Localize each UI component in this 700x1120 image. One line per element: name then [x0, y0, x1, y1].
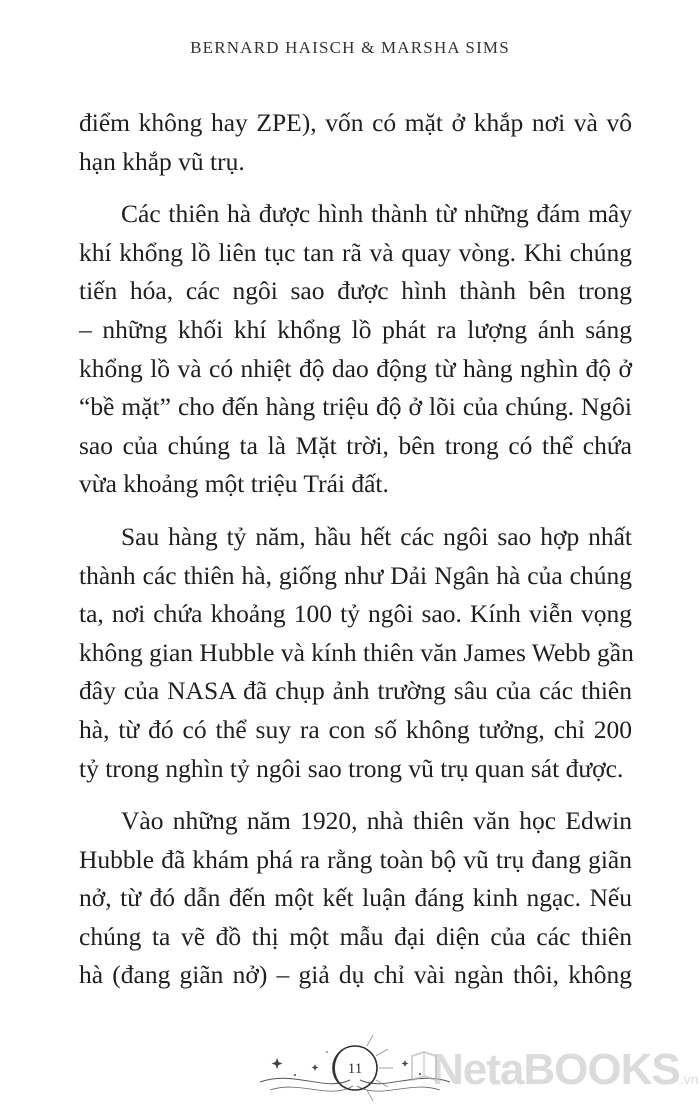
text-line: thành các thiên hà, giống như Dải Ngân hà của chúng	[79, 560, 632, 590]
paragraph	[79, 802, 632, 995]
body-text	[79, 104, 632, 995]
text-line: nở, từ đó dẫn đến một kết luận đáng kinh ngạc. Nếu	[79, 883, 632, 913]
paragraph	[79, 518, 632, 788]
text-line: hạn khắp vũ trụ.	[79, 146, 245, 176]
text-line: chúng ta vẽ đồ thị một mẫu đại diện của các thiên	[79, 921, 632, 951]
text-line: Vào những năm 1920, nhà thiên văn học Edwin	[121, 806, 632, 836]
text-line: không gian Hubble và kính thiên văn James Webb gần	[79, 637, 634, 667]
watermark-text: NetaBOOKS	[432, 1045, 680, 1094]
page-number: 11	[347, 1061, 363, 1077]
text-line: Hubble đã khám phá ra rằng toàn bộ vũ trụ đang giãn	[79, 844, 632, 874]
text-line: tiến hóa, các ngôi sao được hình thành bên trong	[79, 276, 632, 306]
text-line: đây của NASA đã chụp ảnh trường sâu của các thiên	[79, 676, 632, 706]
text-line: khí khổng lồ liên tục tan rã và quay vòng. Khi chúng	[79, 237, 632, 267]
text-line: sao của chúng ta là Mặt trời, bên trong có thể chứa	[79, 430, 632, 460]
text-line: Các thiên hà được hình thành từ những đám mây	[121, 199, 632, 229]
paragraph	[79, 195, 632, 504]
text-line: – những khối khí khổng lồ phát ra lượng ánh sáng	[79, 314, 632, 344]
text-line: hà (đang giãn nở) – giả dụ chỉ vài ngàn thôi, không	[79, 960, 632, 990]
text-line: khổng lồ và có nhiệt độ dao động từ hàng nghìn độ ở	[79, 353, 632, 383]
text-line: vừa khoảng một triệu Trái đất.	[79, 469, 389, 499]
text-line: Sau hàng tỷ năm, hầu hết các ngôi sao hợp nhất	[121, 521, 632, 551]
watermark	[432, 1045, 698, 1095]
text-line: tỷ trong nghìn tỷ ngôi sao trong vũ trụ quan sát được.	[79, 753, 624, 783]
watermark-suffix: .vn	[679, 1071, 699, 1087]
text-line: điểm không hay ZPE), vốn có mặt ở khắp nơi và vô	[79, 108, 632, 137]
paragraph	[79, 104, 632, 181]
text-line: hà, từ đó có thể suy ra con số không tưởng, chỉ 200	[79, 714, 632, 744]
text-line: “bề mặt” cho đến hàng triệu độ ở lõi của chúng. Ngôi	[79, 392, 632, 422]
running-head: BERNARD HAISCH & MARSHA SIMS	[190, 38, 510, 57]
text-line: ta, nơi chứa khoảng 100 tỷ ngôi sao. Kính viễn vọng	[79, 599, 632, 629]
